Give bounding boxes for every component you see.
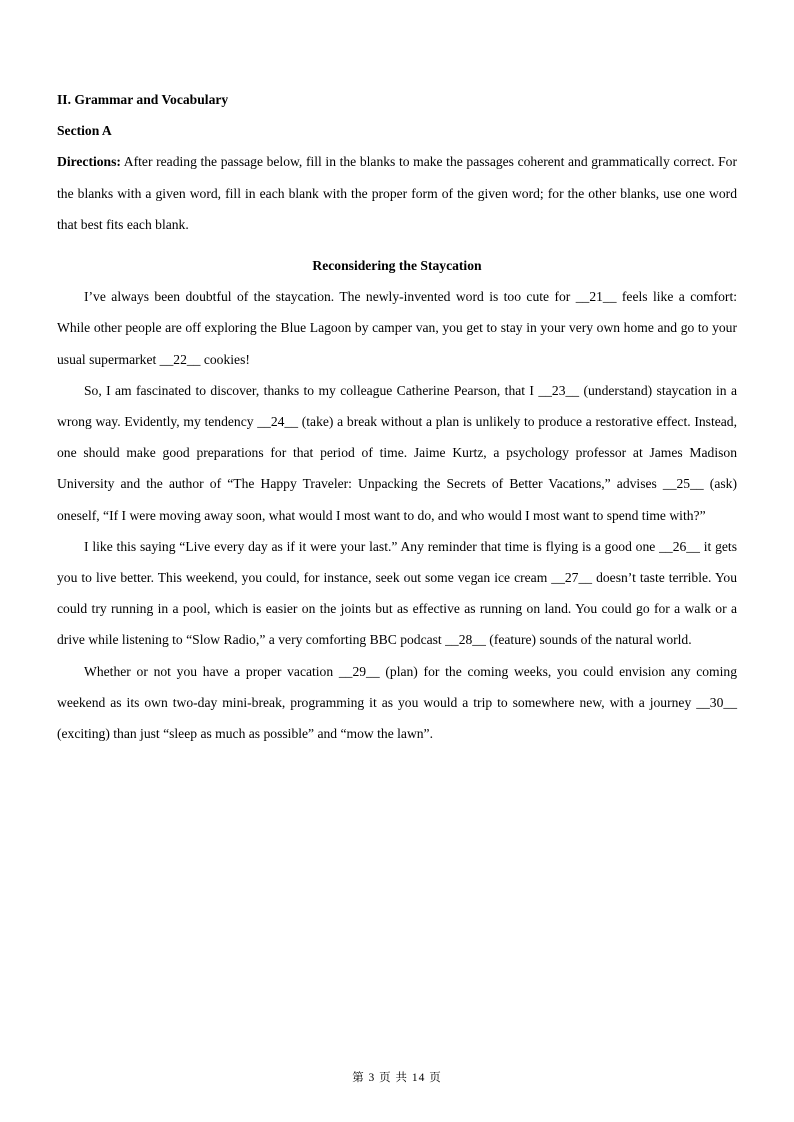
directions-text: After reading the passage below, fill in the blanks to make the passages coherent and grammatically correct. For the blanks with a given word, fill in each blank with the proper form of the given word; for the other blanks, use one word that best fits each blank.	[57, 154, 737, 232]
passage-title: Reconsidering the Staycation	[312, 258, 482, 274]
subsection-heading: Section A	[57, 123, 112, 139]
passage-paragraph-3: I like this saying “Live every day as if it were your last.” Any reminder that time is flying is a good one __26__ it gets you to live better. This weekend, you could, for instance, seek out some vegan ice cream __27__ doesn’t taste terrible. You could try running in a pool, which is easier on the joints but as effective as running on land. You could go for a walk or a drive while listening to “Slow Radio,” a very comforting BBC podcast __28__ (feature) sounds of the natural world.	[57, 538, 737, 648]
section-heading: II. Grammar and Vocabulary	[57, 92, 229, 107]
passage-paragraph-4: Whether or not you have a proper vacation __29__ (plan) for the coming weeks, you could envision any coming weekend as its own two-day mini-break, programming it as you would a trip to somewhere new, with a journey __30__ (exciting) than just “sleep as much as possible” and “mow the lawn”.	[57, 663, 737, 742]
directions-label: Directions:	[57, 154, 121, 170]
document-page	[57, 84, 737, 749]
directions	[57, 146, 737, 240]
passage-paragraph-2: So, I am fascinated to discover, thanks to my colleague Catherine Pearson, that I __23__ (understand) staycation in a wrong way. Evidently, my tendency __24__ (take) a break without a plan is unlikely to produce a restorative effect. Instead, one should make good preparations for that period of time. Jaime Kurtz, a psychology professor at James Madison University and the author of “The Happy Traveler: Unpacking the Secrets of Better Vacations,” advises __25__ (ask) oneself, “If I were moving away soon, what would I most want to do, and who would I most want to spend time with?”	[57, 382, 737, 523]
passage-paragraph-1: I’ve always been doubtful of the staycation. The newly-invented word is too cute for __21__ feels like a comfort: While other people are off exploring the Blue Lagoon by camper van, you get to stay in your very own home and go to your usual supermarket __22__ cookies!	[57, 289, 737, 367]
page-footer: 第 3 页 共 14 页	[352, 1072, 442, 1084]
